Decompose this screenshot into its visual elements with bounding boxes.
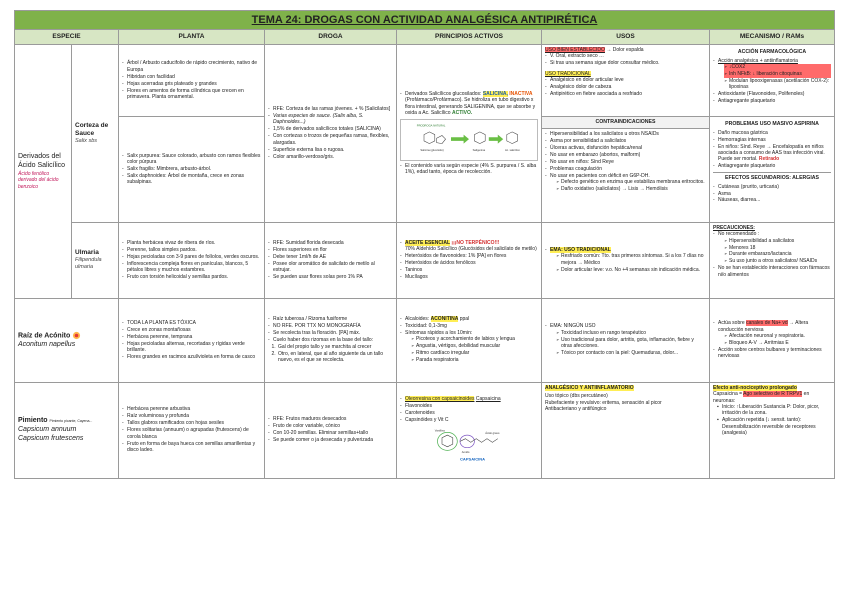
list-item xyxy=(713,231,831,265)
alcaloides-label: Alcaloides: xyxy=(405,316,430,323)
aceite-detail: 70% Aldehído Salicílico (Glucósidos del salicilato de metilo) xyxy=(405,245,537,252)
list-item: - Planta herbácea vivaz de ribera de ríos. xyxy=(122,240,261,246)
header-especie: ESPECIE xyxy=(15,30,119,45)
list-item: - Hemorragias internas xyxy=(713,137,831,143)
mec-pre: Actúa sobre xyxy=(718,320,745,327)
page-title: TEMA 24: DROGAS CON ACTIVIDAD ANALGÉSICA ANTIPIRÉTICA xyxy=(15,11,835,30)
list-item xyxy=(545,323,706,356)
list-item: - Heterósidos de ácidos fenólicos xyxy=(400,260,538,266)
mec-post: en neuronas: xyxy=(713,391,810,404)
g6p-text: No usar en pacientes con déficit en G6P-DH. xyxy=(550,172,650,179)
list-item: - Hojas acerradas gris plateado y grandes xyxy=(122,81,261,87)
precauciones-heading: PRECAUCIONES: xyxy=(713,224,755,231)
arrow-shape xyxy=(451,134,469,143)
benzene-ring xyxy=(507,131,518,143)
list-item: - Herbácea perenne arbustiva xyxy=(122,406,261,412)
mec-post: → Altera conducción nerviosa xyxy=(718,320,809,333)
list-item: - Con 10-20 semillas. Eliminar semillas+tallo xyxy=(268,430,393,436)
planta-name: Ulmaria xyxy=(75,249,99,257)
list-item: - Hibridan con facilidad xyxy=(122,74,261,80)
especie-name: Derivados del Ácido Salicílico xyxy=(18,152,66,169)
ulmaria-principios xyxy=(397,222,542,298)
salix-planta-species xyxy=(119,117,265,223)
list-item: - Asma xyxy=(713,191,831,197)
ulmaria-usos xyxy=(542,222,710,298)
list-item: - Color amarillo-verdoso/gris. xyxy=(268,154,393,160)
list-item: - Analgésico dolor de cabeza xyxy=(545,84,706,90)
list-item: ➢ Tóxico por contacto con la piel: Quemaduras, dolor... xyxy=(556,350,706,356)
list-item: ➢ Picoteos y acorchamiento de labios y lengua xyxy=(411,336,538,342)
list-item: - Náuseas, diarrea... xyxy=(713,197,831,203)
reye-text: En niños: Sínd. Reye → Encefalopatía en niños asociada a consumo de AAS tras infección viral. Puede ser mortal. xyxy=(718,143,825,163)
list-item: - Varias especies de sauce. (Salix alba, S. Daphnoides...) xyxy=(268,113,393,126)
list-item: - Fruto con torsión helicoidal y semillas pardos. xyxy=(122,274,261,280)
list-item: ➢ Defecto genético en enzima que estabiliza membrana eritrocitos. xyxy=(556,179,706,185)
list-item xyxy=(122,153,261,166)
list-item: - Flores en amentos de forma cilíndrica que crecen en primavera. Planta ornamental. xyxy=(122,88,261,101)
list-item: - Capsinóides y Vit C xyxy=(400,417,538,423)
especie-name: Raíz de Acónito xyxy=(18,331,71,339)
contraindicaciones-heading: CONTRAINDICACIONES xyxy=(542,117,710,129)
aconitina-label: ACONITINA xyxy=(430,316,459,323)
list-item: ➢ Angustia, vértigos, debilidad muscular xyxy=(411,343,538,349)
list-item: - Raíz tuberosa / Rizoma fusiforme xyxy=(268,316,393,322)
list-item: - Antiagregante plaquetario xyxy=(713,98,831,104)
list-item: ➢ Resfriado común: Tto. tras primeros síntomas. Si a los 7 días no mejora → Médico xyxy=(556,253,706,266)
list-item: - Heterósidos de flavonoides: 1% [PA] en flores xyxy=(400,253,538,259)
fig-label-prodroga: PRODROGA NATURAL xyxy=(416,124,446,127)
glucose-ring xyxy=(437,135,446,143)
list-item: ➢ Modulan lipooxigenasas (acetilación COX-2): lipoxinas xyxy=(724,78,831,91)
list-item: ➢ Inh NFkB: ↓ liberación citoquinas xyxy=(724,71,831,77)
list-item: - V. Oral, extracto seco … xyxy=(545,53,706,59)
fig-label-acido: Ácido graso xyxy=(485,432,500,436)
salix-mec-problemas xyxy=(710,117,835,223)
list-item xyxy=(545,173,706,193)
list-item: ➢ Durante embarazo/lactancia xyxy=(724,251,831,257)
capsaicina-label: Capsaicina xyxy=(475,395,501,402)
species-text: Salix fragilis: Mimbrera, arbusto-árbol. xyxy=(127,165,212,172)
list-item: ➢ Su uso junto a otros salicilatos/ NSAIDs xyxy=(724,258,831,264)
planta-latin: Filipendula ulmaria xyxy=(75,257,102,271)
especie-latin: Capsicum frutescens xyxy=(18,434,84,442)
mec-intro: Acción analgésica + antiinflamatoria xyxy=(718,57,798,64)
aconito-principios xyxy=(397,298,542,382)
ema-ningun-uso: EMA: NINGÚN USO xyxy=(550,323,596,330)
list-item: - No se han establecido interacciones con fármacos ni/o alimentos xyxy=(713,265,831,278)
list-item: - Hojas pecioladas con 3-9 pares de folíolos, verdes oscuros. xyxy=(122,254,261,260)
list-item xyxy=(400,240,538,253)
benzene-ring xyxy=(442,435,453,447)
capsicum-planta xyxy=(119,382,265,478)
list-item: ➢ Afectación neuronal y respiratoria. xyxy=(724,333,831,339)
row-ulmaria xyxy=(15,222,835,298)
list-item: - Antipirético en fiebre asociada a resfriado xyxy=(545,91,706,97)
list-item: - TODA LA PLANTA ES TÓXICA xyxy=(122,320,261,326)
row-aconito xyxy=(15,298,835,382)
especie-aconito xyxy=(15,298,119,382)
no-terpenico-label: ¡¡¡NO TERPÉNICO!!! xyxy=(451,239,500,246)
salicina-structure-svg xyxy=(403,122,535,158)
list-item: - RFE: Corteza de las ramas jóvenes. + % [Salicilatos] xyxy=(268,106,393,112)
list-item: - Hojas pecioladas alternas, recortadas y rígidas verde brillante. xyxy=(122,341,261,354)
especie-small: Pimiento picante, Cayena... xyxy=(49,418,93,423)
list-item: - NO RFE. POR TTX NO MONOGRAFÍA xyxy=(268,323,393,329)
header-planta: PLANTA xyxy=(119,30,265,45)
mec-pre: Capsaicina = xyxy=(713,391,743,398)
list-item xyxy=(122,173,261,186)
benzene-ring xyxy=(474,131,485,143)
list-item: - Antioxidante (Flavonoides, Polifenoles) xyxy=(713,91,831,97)
canales-na-label: canales de Na+ vd xyxy=(746,320,788,327)
list-item: - Herbácea perenne, temprana xyxy=(122,334,261,340)
aconito-mec xyxy=(710,298,835,382)
list-item: - Asma por sensibilidad a salicilatos xyxy=(545,138,706,144)
accion-farmacologica-heading: ACCIÓN FARMACOLÓGICA xyxy=(737,49,807,56)
header-droga: DROGA xyxy=(265,30,397,45)
especie-name: Pimiento xyxy=(18,416,48,424)
header-row xyxy=(15,30,835,45)
ulmaria-droga xyxy=(265,222,397,298)
list-item: - Posee olor aromático de salicilato de metilo al estrujar. xyxy=(268,261,393,274)
list-item: ➢ Dolor articular leve: v.o. No +4 semanas sin indicación médica. xyxy=(556,267,706,273)
list-item: - Úlceras activas, disfunción hepática/renal xyxy=(545,145,706,151)
list-item: - Analgésico en dolor articular leve xyxy=(545,77,706,83)
planta-sauce xyxy=(72,45,119,223)
list-item: 2. Otro, en lateral, que al año siguiente da un tallo nuevo, es el que se recolecta. xyxy=(277,351,393,364)
list-item xyxy=(545,247,706,273)
list-item: - Si tras una semana sigue dolor consultar médico. xyxy=(545,60,706,66)
fig-label-vanillina: Vanillina xyxy=(434,429,445,433)
aconito-planta xyxy=(119,298,265,382)
list-item: ➢ ↓COX2 xyxy=(724,64,831,70)
list-item: ▪ Inicio: ↑Liberación Sustancia P: Dolor, picor, irritación de la zona. xyxy=(717,404,831,417)
list-item: - Crece en zonas montañosas xyxy=(122,327,261,333)
list-item: - Se puede comer o ja desecada y pulverizada xyxy=(268,437,393,443)
uso-item: Antibacteriano y antifúngico xyxy=(545,405,607,412)
header-principios: PRINCIPIOS ACTIVOS xyxy=(397,30,542,45)
header-usos: USOS xyxy=(542,30,710,45)
salix-mec-accion xyxy=(710,45,835,117)
ulmaria-mec xyxy=(710,222,835,298)
fig-label-salicilico: Ac. salicílico xyxy=(505,148,520,152)
efectos-heading: EFECTOS SECUNDARIOS: ALERGIAS xyxy=(713,172,831,184)
fig-label-amido: Amido xyxy=(461,451,470,455)
list-item: - Inflorescencia compleja flores en panículas, blancos, 5 pétalos libres y muchos estambres. xyxy=(122,261,261,274)
list-item: 1. Gal del propio tallo y se marchita al crecer xyxy=(277,344,393,350)
list-item: ➢ Bloqueo A-V → Arritmias E xyxy=(724,340,831,346)
planta-latin: Salix sbs xyxy=(75,138,98,145)
list-item xyxy=(713,320,831,346)
list-item xyxy=(400,316,538,322)
salicina-diagram xyxy=(400,119,538,161)
list-item: - Taninos xyxy=(400,267,538,273)
antinociceptivo-label: Efecto anti-nociceptivo prolongado xyxy=(713,384,797,391)
list-item: - RFE: Sumidad florida desecada xyxy=(268,240,393,246)
list-item: - Antiagregante plaquetario xyxy=(713,163,831,169)
list-item: - Problemas coagulación xyxy=(545,166,706,172)
uso-bien-label: USO BIEN ESTABLECIDO xyxy=(545,47,605,54)
species-text: Salix daphnoides: Árbol de montaña, crece en zonas subalpinas. xyxy=(127,172,245,186)
pa-intro: Derivados Salicílicos glucosilados: xyxy=(405,90,482,97)
list-item xyxy=(400,396,538,402)
list-item: ➢ Hipersensibilidad a salicilatos xyxy=(724,238,831,244)
list-item: - Con cortezas o trozos de pequeñas ramas, flexibles, alargadas. xyxy=(268,133,393,146)
list-item: - 1,5% de derivados salicílicos totales (SALICINA) xyxy=(268,126,393,132)
list-item xyxy=(400,330,538,364)
list-item: - Mucílagos xyxy=(400,274,538,280)
uso-item: Rubefaciente y revulsivo: eritema, sensación al picor xyxy=(545,399,662,406)
list-item xyxy=(713,144,831,163)
list-item: - Debe tener 1ml/h de AE xyxy=(268,254,393,260)
fatty-chain xyxy=(460,439,498,443)
list-item: ➢ Uso tradicional para dolor, artritis, gota, inflamación, fiebre y otras afecciones. xyxy=(556,337,706,350)
pa-description: (Profármaco/Profármaco). Se hidroliza en tubo digestivo x flora intestinal, generando SALIGENINA, que se absorbe y oxida a Ac. Salicílico xyxy=(405,97,536,117)
list-item: - Daño mucosa gástrica xyxy=(713,130,831,136)
list-item: - Hipersensibilidad a los salicilatos u otros NSAIDs xyxy=(545,131,706,137)
arrow-shape xyxy=(489,134,503,143)
species-text: Salix purpurea: Sauce colorado, arbusto con ramos flexibles color púrpura xyxy=(127,152,261,165)
planta-name: Corteza de Sauce xyxy=(75,121,109,137)
salix-contra xyxy=(542,128,710,222)
list-item: - Acción sobre centros bulbares y terminaciones nerviosas xyxy=(713,347,831,360)
especie-note: Ácido fenólico derivado del ácido benzoico xyxy=(18,170,59,190)
capsaicina-diagram xyxy=(400,425,538,465)
fig-label-capsaicina: CAPSAICINA xyxy=(460,456,486,462)
uso-trad-label: EMA: USO TRADICIONAL xyxy=(550,246,611,253)
row-salix-a xyxy=(15,45,835,117)
list-item: - Toxicidad: 0,1-3mg xyxy=(400,323,538,329)
list-item: - Carotenoides xyxy=(400,410,538,416)
list-item: - Tallos glabros ramificados con hojas sesiles xyxy=(122,420,261,426)
list-item: - Superficie externa lisa o rugosa. xyxy=(268,147,393,153)
aconito-usos xyxy=(542,298,710,382)
list-item: - Raíz voluminosa y profunda xyxy=(122,413,261,419)
ppal-label: ppal xyxy=(459,316,470,323)
no-recomendado: No recomendado : xyxy=(718,231,760,238)
list-item: - Cuelo haber dos rizomas en la base del tallo: xyxy=(268,337,393,343)
capsicum-usos xyxy=(542,382,710,478)
list-item: - No usar en embarazo (abortos, malform) xyxy=(545,152,706,158)
list-item: - El contenido varía según especie (4% S. purpurea / S. alba 1%), edad tanto, época de recolección. xyxy=(400,163,538,176)
trpv1-label: Ago selectivo de R TRPV1 xyxy=(743,391,803,398)
list-item: - Se recolecta tras la floración. [PA] máx. xyxy=(268,330,393,336)
fig-label-salicina: Salicina (glucósido) xyxy=(420,148,444,152)
inactiva-label: INACTIVA xyxy=(509,90,533,97)
list-item: - Se pueden usar flores solas pero 1% PA xyxy=(268,274,393,280)
list-item: - Perenne, tallos simples pardos. xyxy=(122,247,261,253)
ulmaria-planta xyxy=(119,222,265,298)
list-item: - RFE: Frutos maduros desecados xyxy=(268,416,393,422)
list-item: ➢ Parada respiratoria xyxy=(411,357,538,363)
especie-capsicum xyxy=(15,382,119,478)
list-item: - Flores superiores en flor xyxy=(268,247,393,253)
fig-label-saligenina: Saligenina xyxy=(472,148,486,152)
list-item xyxy=(400,91,538,117)
capsicum-mec xyxy=(710,382,835,478)
list-item: - Fruto de color variable, cónico xyxy=(268,423,393,429)
aconito-droga xyxy=(265,298,397,382)
analgesico-label: ANALGÉSICO Y ANTIINFLAMATORIO xyxy=(545,384,634,391)
uso-trad-label: USO TRADICIONAL xyxy=(545,70,591,77)
drug-table xyxy=(14,10,835,479)
salix-usos-bien xyxy=(542,45,710,117)
list-item: - Cutáneas (prurito, urticaria) xyxy=(713,184,831,190)
especie-latin: Capsicum annuum xyxy=(18,425,77,433)
salix-droga xyxy=(265,45,397,223)
capsicum-droga xyxy=(265,382,397,478)
uso-item: Uso tópico (dbs percutáneo) xyxy=(545,393,608,400)
oleorresina-label: Oleorresina con capsaicinoides xyxy=(405,395,475,402)
list-item: ➢ Ritmo cardíaco irregular xyxy=(411,350,538,356)
problemas-heading: PROBLEMAS USO MASIVO ASPIRINA xyxy=(725,121,819,128)
list-item: - No usar en niños: Sínd Reye xyxy=(545,159,706,165)
especie-latin: Aconitum napellus xyxy=(18,340,76,348)
document-page xyxy=(14,10,834,479)
retirado-label: Retirado xyxy=(758,156,780,163)
list-item: - Fruto en forma de baya hueca con semillas amarillentas y disco ladeo. xyxy=(122,441,261,454)
header-mecanismo: MECANISMO / RAMs xyxy=(710,30,835,45)
sintomas-label: Síntomas rápidos a los 10min: xyxy=(405,330,473,337)
uso-bien-tail: → Dolor espalda xyxy=(606,47,644,54)
capsicum-principios xyxy=(397,382,542,478)
aconite-flower-icon xyxy=(72,331,81,340)
row-capsicum xyxy=(15,382,835,478)
salicina-label: SALICINA, xyxy=(482,90,508,97)
capsaicina-structure-svg xyxy=(402,427,536,463)
list-item: - Flavonoides xyxy=(400,403,538,409)
list-item xyxy=(122,166,261,172)
list-item: ➢ Menores 18 xyxy=(724,245,831,251)
list-item xyxy=(713,58,831,91)
salix-planta-desc xyxy=(119,45,265,117)
activo-label: ACTIVO. xyxy=(451,110,473,117)
especie-salicilicos xyxy=(15,45,72,299)
aceite-label: ACEITE ESENCIAL xyxy=(405,239,451,246)
list-item: - Flores grandes en racimos azul/violeta en forma de casco xyxy=(122,354,261,360)
benzene-ring xyxy=(424,131,435,143)
salix-principios xyxy=(397,45,542,223)
list-item: - Árbol / Arbusto caducifolio de rápido crecimiento, nativo de Europa xyxy=(122,60,261,73)
list-item: ➢ Toxicidad incluso en rango terapéutico xyxy=(556,330,706,336)
planta-ulmaria xyxy=(72,222,119,298)
list-item: ➢ Daño oxidativo (salicilatos) → Lisis → Hemólisis xyxy=(556,186,706,192)
list-item: ▪ Aplicación repetida (↓ sensit. tanto): Desensibilización reversible de receptores (analgesia) xyxy=(717,417,831,436)
list-item: - Flores solitarias (annuum) o agrupadas (frutescens) de corola blanca xyxy=(122,427,261,440)
